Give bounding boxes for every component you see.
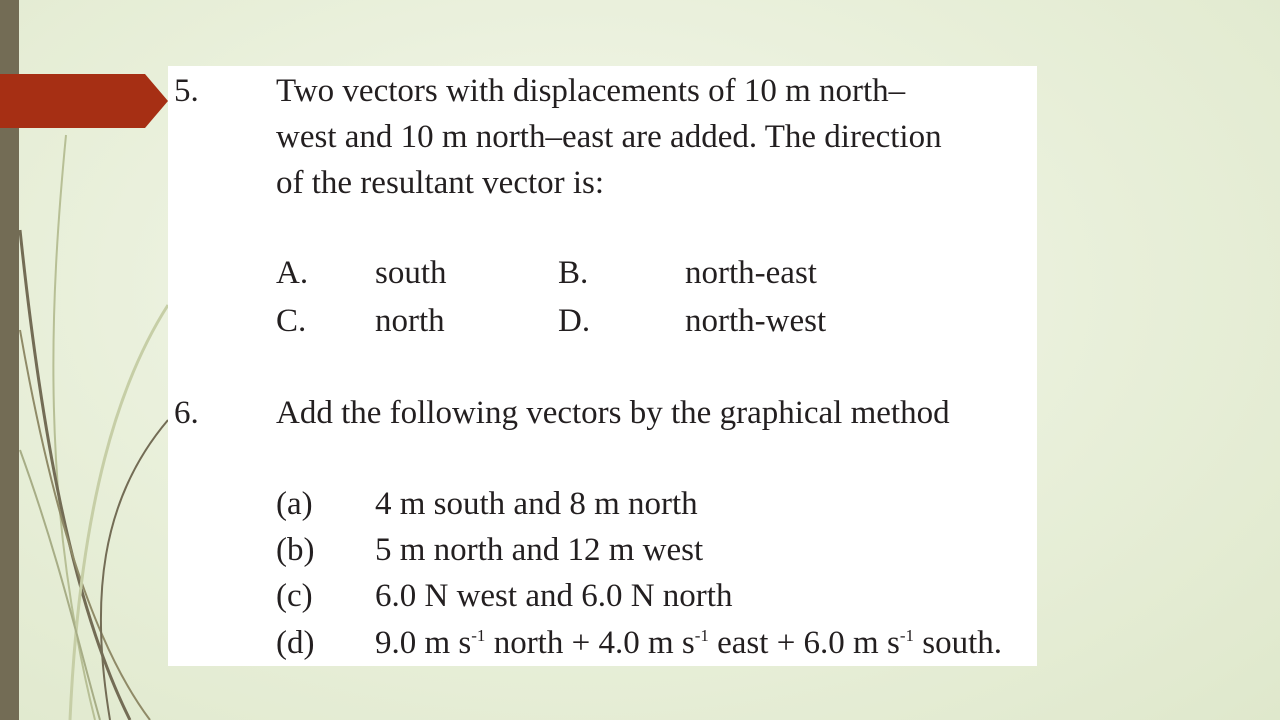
question-6-parts	[168, 481, 1037, 666]
part-d-exp-1: -1	[471, 626, 486, 645]
part-d-label: (d)	[276, 625, 315, 661]
part-d-exp-2: -1	[694, 626, 709, 645]
part-b-label: (b)	[276, 532, 315, 568]
question-6-stem: Add the following vectors by the graphical method	[276, 395, 950, 431]
part-d-seg-2: north + 4.0 m s	[485, 625, 695, 661]
red-arrow-tab	[0, 74, 168, 128]
option-d-letter: D.	[558, 303, 591, 339]
option-b-letter: B.	[558, 255, 589, 291]
question-panel	[168, 66, 1037, 666]
question-6-number: 6.	[174, 395, 199, 431]
part-a-label: (a)	[276, 486, 313, 522]
part-d-seg-4: south.	[914, 625, 1003, 661]
part-d-seg-1: 9.0 m s	[375, 625, 472, 661]
part-d-seg-3: east + 6.0 m s	[708, 625, 900, 661]
option-c-text: north	[375, 303, 445, 339]
question-5-line-3: of the resultant vector is:	[276, 165, 605, 201]
part-d-exp-3: -1	[899, 626, 914, 645]
option-a-letter: A.	[276, 255, 309, 291]
option-d-text: north-west	[685, 303, 827, 339]
part-a-text: 4 m south and 8 m north	[375, 486, 698, 522]
part-c-label: (c)	[276, 578, 313, 614]
option-b-text: north-east	[685, 255, 817, 291]
option-a-text: south	[375, 255, 447, 291]
question-5-stem	[276, 68, 1036, 206]
question-5-line-2: west and 10 m north–east are added. The direction	[276, 119, 942, 155]
question-5-line-1: Two vectors with displacements of 10 m north–	[276, 73, 906, 109]
question-5	[168, 68, 1037, 208]
part-b-text: 5 m north and 12 m west	[375, 532, 704, 568]
question-5-number: 5.	[174, 73, 199, 109]
option-c-letter: C.	[276, 303, 307, 339]
part-d-text	[375, 620, 1002, 666]
question-6	[168, 390, 1037, 436]
part-c-text: 6.0 N west and 6.0 N north	[375, 578, 733, 614]
question-5-options	[168, 250, 1037, 350]
